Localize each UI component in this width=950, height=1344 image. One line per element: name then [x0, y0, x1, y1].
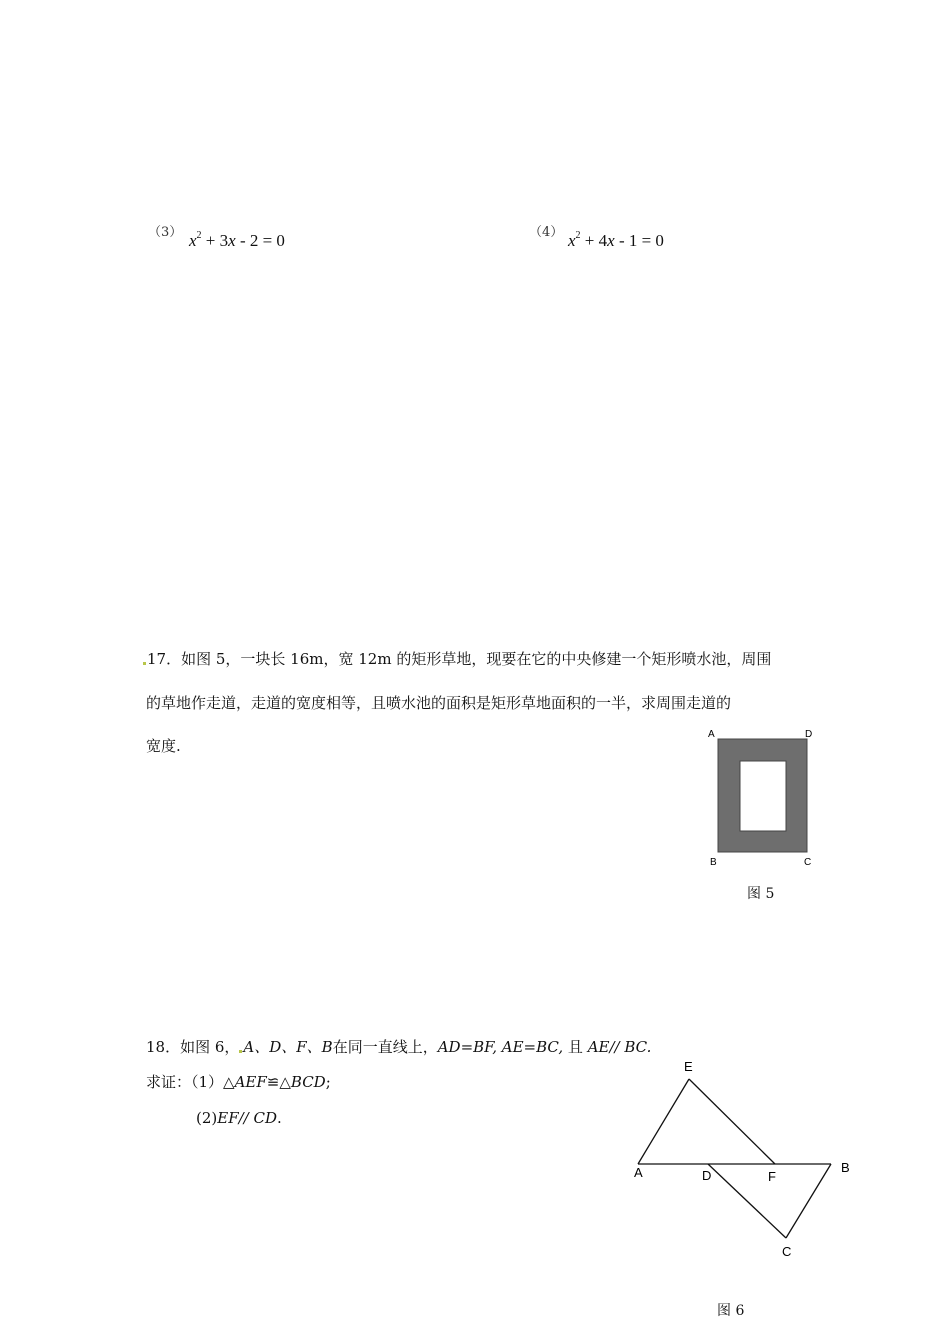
var-x: x [568, 231, 576, 250]
label-b: B [841, 1160, 850, 1175]
segment-cb [786, 1164, 831, 1238]
figure-5 [700, 724, 825, 874]
q18-triangle-aef: AEF [234, 1073, 267, 1091]
label-c: C [782, 1244, 792, 1259]
q18-prove-1: 求证：（1）△ [146, 1073, 235, 1091]
q17-line2: 的草地作走道，走道的宽度相等，且喷水池的面积是矩形草地面积的一半，求周围走道的 [146, 694, 732, 712]
q17-line3: 宽度. [146, 737, 181, 755]
figure-6 [620, 1050, 860, 1270]
label-d: D [805, 729, 813, 740]
q16-part4-number: （4） [529, 225, 564, 240]
term: + 4 [580, 231, 608, 250]
q18-and: 且 [563, 1038, 588, 1056]
figure-6-caption: 图 6 [717, 1303, 745, 1319]
q16-part4-equation [568, 230, 664, 251]
label-c: C [804, 857, 812, 868]
q16-part3-number: （3） [148, 225, 183, 240]
q18-given-parallel: AE// BC. [587, 1038, 652, 1056]
exponent: 2 [196, 230, 202, 241]
q18-line3 [196, 1105, 282, 1131]
edit-mark [239, 1050, 242, 1053]
q17-line1 [143, 646, 771, 672]
q18-congruent: ≌△ [266, 1073, 291, 1091]
label-f: F [768, 1169, 776, 1184]
var-x: x [607, 231, 615, 250]
label-b: B [710, 857, 717, 868]
edit-mark [143, 662, 146, 665]
q18-intro: 18．如图 6， [146, 1038, 240, 1056]
exponent: 2 [575, 230, 581, 241]
label-a: A [634, 1165, 643, 1180]
q18-prove-2: (2) [196, 1109, 218, 1127]
q18-points: A、D、F、B [243, 1038, 333, 1056]
figure-5-caption: 图 5 [747, 886, 775, 902]
q18-triangle-bcd: BCD [290, 1073, 326, 1091]
q16-part3-equation [189, 230, 285, 251]
q18-parallel-ef-cd: EF// CD [217, 1109, 277, 1127]
pool-rect [740, 761, 786, 831]
q18-collinear: 在同一直线上， [332, 1038, 438, 1056]
q17-line1-text: 17．如图 5，一块长 16m，宽 12m 的矩形草地，现要在它的中央修建一个矩形喷水池，周围 [147, 650, 772, 668]
q18-line1 [146, 1034, 651, 1060]
q18-line2 [146, 1069, 331, 1095]
q18-semicolon: ; [325, 1073, 331, 1091]
segment-ae [638, 1079, 689, 1164]
label-e: E [684, 1059, 693, 1074]
term: - 1 = 0 [614, 231, 664, 250]
q18-period: . [277, 1109, 282, 1127]
label-a: A [708, 729, 715, 740]
label-d: D [702, 1168, 712, 1183]
segment-ef [689, 1079, 775, 1164]
q18-given-equal: AD=BF, AE=BC, [437, 1038, 564, 1056]
term: + 3 [201, 231, 229, 250]
var-x: x [228, 231, 236, 250]
term: - 2 = 0 [235, 231, 285, 250]
var-x: x [189, 231, 197, 250]
